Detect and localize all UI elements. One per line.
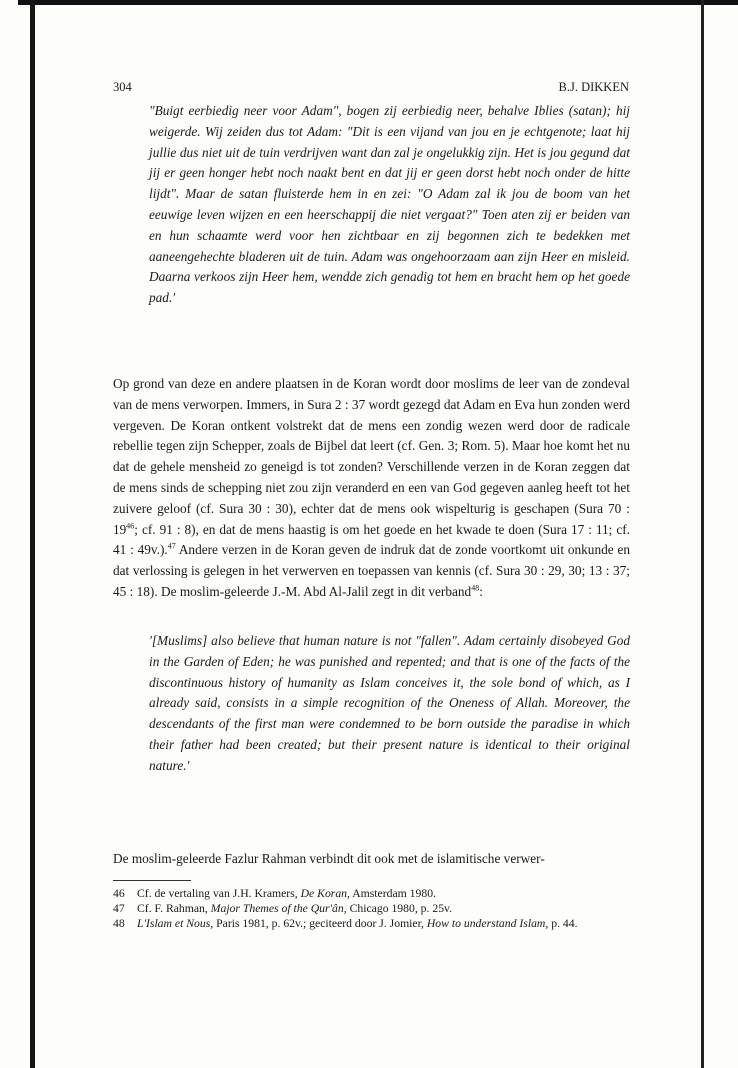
footnote-title: How to understand Islam, — [426, 917, 549, 930]
footnote-47 — [113, 901, 630, 916]
footnote-title: Major Themes of the Qur'ân, — [210, 902, 347, 915]
footnote-text: Amsterdam 1980. — [349, 887, 436, 900]
footnotes — [113, 886, 630, 931]
footnote-48 — [113, 916, 630, 931]
para1-part-c: Andere verzen in de Koran geven de indruk dat de zonde voortkomt uit onkunde en dat verlossing is gelegen in het verwerven en toepassen van kennis (cf. Sura 30 : 29, 30; 13 : 37; 45 : 18). De moslim-geleerde J.-M. Abd Al-Jalil zegt in dit verband — [113, 542, 630, 599]
quran-quote: "Buigt eerbiedig neer voor Adam", bogen zij eerbiedig neer, behalve Iblies (satan); hij weigerde. Wij zeiden dus tot Adam: "Dit is een vijand van jou en je echtgenote; laat hij jullie dus niet uit de tuin verdrijven want dan zal je ongelukkig zijn. Het is jou gegund dat jij er geen honger hebt noch naakt bent en dat jij er geen dorst hebt noch onder de hitte lijdt". Maar de satan fluisterde hem in en zei: "O Adam zal ik jou de boom van het eeuwige leven wijzen en een heerschappij die niet vergaat?" Toen aten zij er beiden van en hun schaamte werd voor hen zichtbaar en zij begonnen zich te bedekken met aaneengehechte bladeren uit de tuin. Adam was ongehoorzaam aan zijn Heer en misleid. Daarna verkoos zijn Heer hem, wendde zich genadig tot hem en bracht hem op het goede pad.' — [149, 103, 630, 306]
footnote-number: 48 — [113, 917, 125, 930]
para1-part-d: : — [479, 583, 483, 599]
scan-edge-left — [30, 0, 35, 1068]
footnote-number: 46 — [113, 887, 125, 900]
footnote-ref-47[interactable]: 47 — [167, 541, 176, 551]
footnote-text: Chicago 1980, p. 25v. — [346, 902, 453, 915]
footnote-rule — [113, 880, 191, 881]
running-header — [113, 80, 629, 95]
footnote-text: Cf. F. Rahman, — [137, 902, 211, 915]
footnote-text: Paris 1981, p. 62v.; geciteerd door J. Jomier, — [213, 917, 427, 930]
footnote-ref-46[interactable]: 46 — [126, 521, 135, 531]
footnote-title: L'Islam et Nous, — [137, 917, 214, 930]
footnote-ref-48[interactable]: 48 — [471, 583, 480, 593]
footnote-number: 47 — [113, 902, 125, 915]
running-author: B.J. DIKKEN — [558, 80, 629, 94]
para1-part-a: Op grond van deze en andere plaatsen in de Koran wordt door moslims de leer van de zondeval van de mens verworpen. Immers, in Sura 2 : 37 wordt gezegd dat Adam en Eva hun zonden werd vergeven. De Koran ontkent volstrekt dat de mens een zondig wezen werd door de radicale rebellie tegen zijn Schepper, zoals de Bijbel dat leert (cf. Gen. 3; Rom. 5). Maar hoe komt het nu dat de gehele mensheid zo geneigd is tot zonden? Verschillende verzen in de Koran zeggen dat de mens sinds de schepping niet zou zijn veranderd en een van God gegeven aanleg heeft tot het zuivere geloof (cf. Sura 30 : 30), echter dat de mens ook wispelturig is geschapen (Sura 70 : 19 — [113, 376, 630, 537]
body-paragraph-2: De moslim-geleerde Fazlur Rahman verbindt dit ook met de islamitische verwer- — [113, 851, 545, 866]
footnote-46 — [113, 886, 630, 901]
body-paragraph-1 — [113, 374, 630, 603]
para1-part-b: ; cf. 91 : 8), en dat de mens haastig is om het goede en het kwade te doen (Sura 17 : 11; cf. 41 : 49v.). — [113, 521, 630, 558]
page-number: 304 — [113, 80, 132, 94]
footnote-text: Cf. de vertaling van J.H. Kramers, — [137, 887, 301, 900]
scan-edge-top — [18, 0, 738, 5]
footnote-text: p. 44. — [548, 917, 578, 930]
scan-edge-right — [701, 0, 704, 1068]
abd-al-jalil-quote: '[Muslims] also believe that human nature is not "fallen". Adam certainly disobeyed God in the Garden of Eden; he was punished and repented; and that is one of the facts of the discontinuous history of humanity as Islam conceives it, the sole bond of which, as I already said, consists in a simple recognition of the Oneness of Allah. Moreover, the descendants of the first man were condemned to be born outside the paradise in which their father had been created; but their present nature is identical to their original nature.' — [149, 633, 630, 773]
footnote-title: De Koran, — [300, 887, 350, 900]
